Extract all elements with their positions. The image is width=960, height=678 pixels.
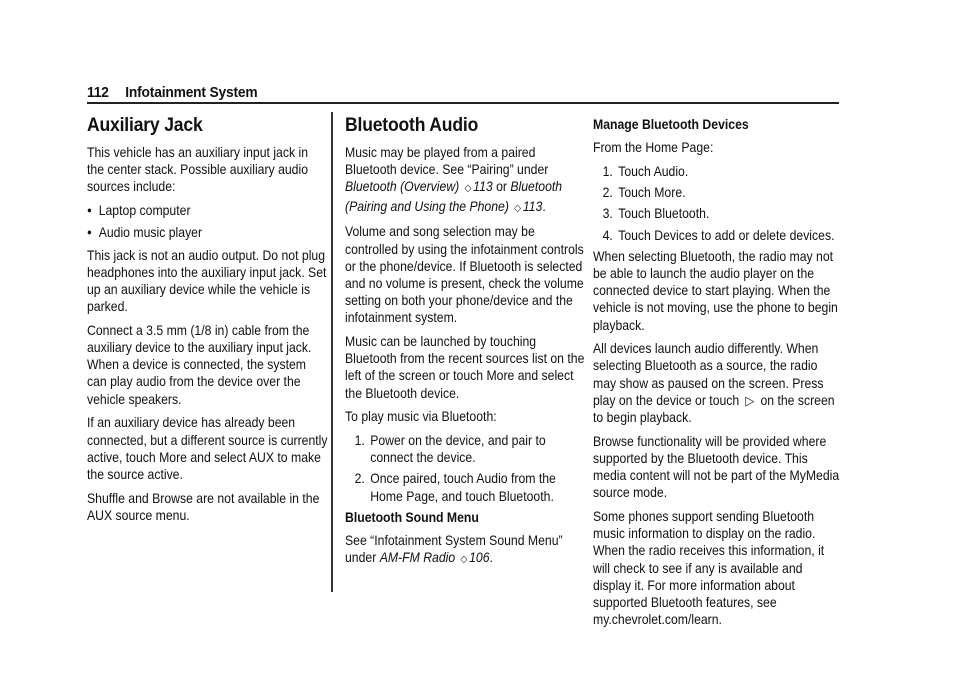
paragraph-text: All devices launch audio differently. When selecting Bluetooth as a source, the radio may show as paused on the screen. Press play on the device or touch (593, 341, 824, 408)
section-title: Infotainment System (125, 84, 258, 101)
step-item (593, 184, 840, 201)
manage-paragraph: Some phones support sending Bluetooth music information to display on the radio. When the radio receives this information, it will check to see if any is available and display it. For more information about supported Bluetooth features, see my.chevrolet.com/learn. (593, 509, 825, 628)
manage-paragraph: When selecting Bluetooth, the radio may not be able to launch the audio player on the connected device to start playing. When the vehicle is not moving, use the phone to begin playback. (593, 248, 838, 333)
paragraph-text: or (496, 179, 507, 195)
step-item (593, 227, 840, 244)
step-number: 1. (354, 433, 365, 449)
page-ref-number[interactable]: 113 (473, 179, 493, 195)
column-auxiliary-jack (87, 114, 328, 531)
step-text: Power on the device, and pair to connect the device. (370, 433, 546, 466)
bluetooth-paragraph: To play music via Bluetooth: (345, 409, 497, 425)
step-text: Touch Devices to add or delete devices. (618, 227, 835, 243)
bluetooth-audio-heading: Bluetooth Audio (345, 114, 479, 136)
aux-paragraph: Connect a 3.5 mm (1/8 in) cable from the auxiliary device to the auxiliary input jack. When a device is connected, the system can play audio from the device over the vehicle speakers. (87, 322, 312, 407)
cross-reference-link[interactable]: AM-FM Radio (379, 550, 456, 566)
paragraph-text: Music may be played from a paired Bluetooth device. See “Pairing” under (345, 145, 549, 178)
bluetooth-paragraph: Music can be launched by touching Bluetooth from the recent sources list on the left of the screen or touch More and select the Bluetooth device. (345, 334, 585, 401)
bullet-item (87, 224, 328, 241)
sound-menu-subheading: Bluetooth Sound Menu (345, 509, 479, 525)
step-text: Touch More. (618, 185, 686, 201)
paragraph-text: on the screen to begin playback. (593, 392, 835, 426)
page-ref-icon: ◇ (460, 554, 468, 566)
step-number: 2. (602, 185, 613, 201)
step-number: 4. (602, 227, 613, 243)
step-item (345, 432, 586, 466)
page-ref-number[interactable]: 106 (469, 550, 490, 566)
bullet-item (87, 202, 328, 219)
page-ref-icon: ◇ (464, 183, 472, 195)
manage-paragraph (593, 340, 840, 426)
cross-reference-link[interactable]: Bluetooth (Pairing and Using the Phone) (345, 179, 563, 214)
aux-paragraph: If an auxiliary device has already been connected, but a different source is currently active, touch More and select AUX to make the source active. (87, 415, 328, 482)
manage-devices-subheading: Manage Bluetooth Devices (593, 117, 749, 132)
bullet-text: Laptop computer (98, 203, 191, 219)
manage-paragraph: Browse functionality will be provided where supported by the Bluetooth device. This media content will not be part of the MyMedia source mode. (593, 433, 840, 501)
step-text: Touch Audio. (618, 163, 689, 179)
step-number: 1. (602, 163, 613, 179)
step-text: Once paired, touch Audio from the Home Page, and touch Bluetooth. (370, 471, 556, 504)
play-icon: ▷ (745, 392, 755, 408)
page-number: 112 (87, 84, 109, 101)
cross-reference-link[interactable]: Bluetooth (Overview) (345, 179, 460, 195)
manage-paragraph: From the Home Page: (593, 140, 714, 156)
bluetooth-paragraph: Volume and song selection may be controlled by using the infotainment controls or the phone/device. If Bluetooth is selected and no volume is present, check the volume setting on both your phone/device and the infotainment system. (345, 224, 584, 326)
bullet-text: Audio music player (98, 225, 203, 241)
step-item (345, 470, 586, 504)
step-number: 3. (602, 206, 613, 222)
aux-paragraph: This jack is not an audio output. Do not plug headphones into the auxiliary input jack. Set up an auxiliary device while the vehicle is parked. (87, 247, 327, 315)
page-ref-icon: ◇ (514, 202, 522, 214)
bluetooth-intro-paragraph: Music may be played from a paired Bluetooth device. See “Pairing” under Bluetooth (Overview) ◇ 113 or Bluetooth (Pairing and Using the Phone) ◇ 113. (345, 145, 563, 214)
header-divider (87, 102, 839, 104)
page-ref-number[interactable]: 113 (522, 198, 543, 214)
aux-paragraph: Shuffle and Browse are not available in the AUX source menu. (87, 490, 320, 523)
page-header (87, 84, 257, 101)
bullet-icon: ● (87, 227, 92, 238)
column-divider (331, 112, 333, 592)
step-number: 2. (354, 471, 365, 487)
step-text: Touch Bluetooth. (618, 206, 710, 222)
bullet-icon: ● (87, 205, 92, 216)
auxiliary-jack-heading: Auxiliary Jack (87, 114, 203, 136)
sound-menu-paragraph: See “Infotainment System Sound Menu” under AM-FM Radio ◇ 106. (345, 533, 563, 566)
step-item (593, 205, 840, 222)
column-manage-devices (593, 112, 840, 635)
column-bluetooth-audio (345, 114, 586, 575)
paragraph-text: See “Infotainment System Sound Menu” under (345, 533, 563, 566)
step-item (593, 163, 840, 180)
aux-intro-paragraph: This vehicle has an auxiliary input jack in the center stack. Possible auxiliary audio sources include: (87, 145, 309, 195)
